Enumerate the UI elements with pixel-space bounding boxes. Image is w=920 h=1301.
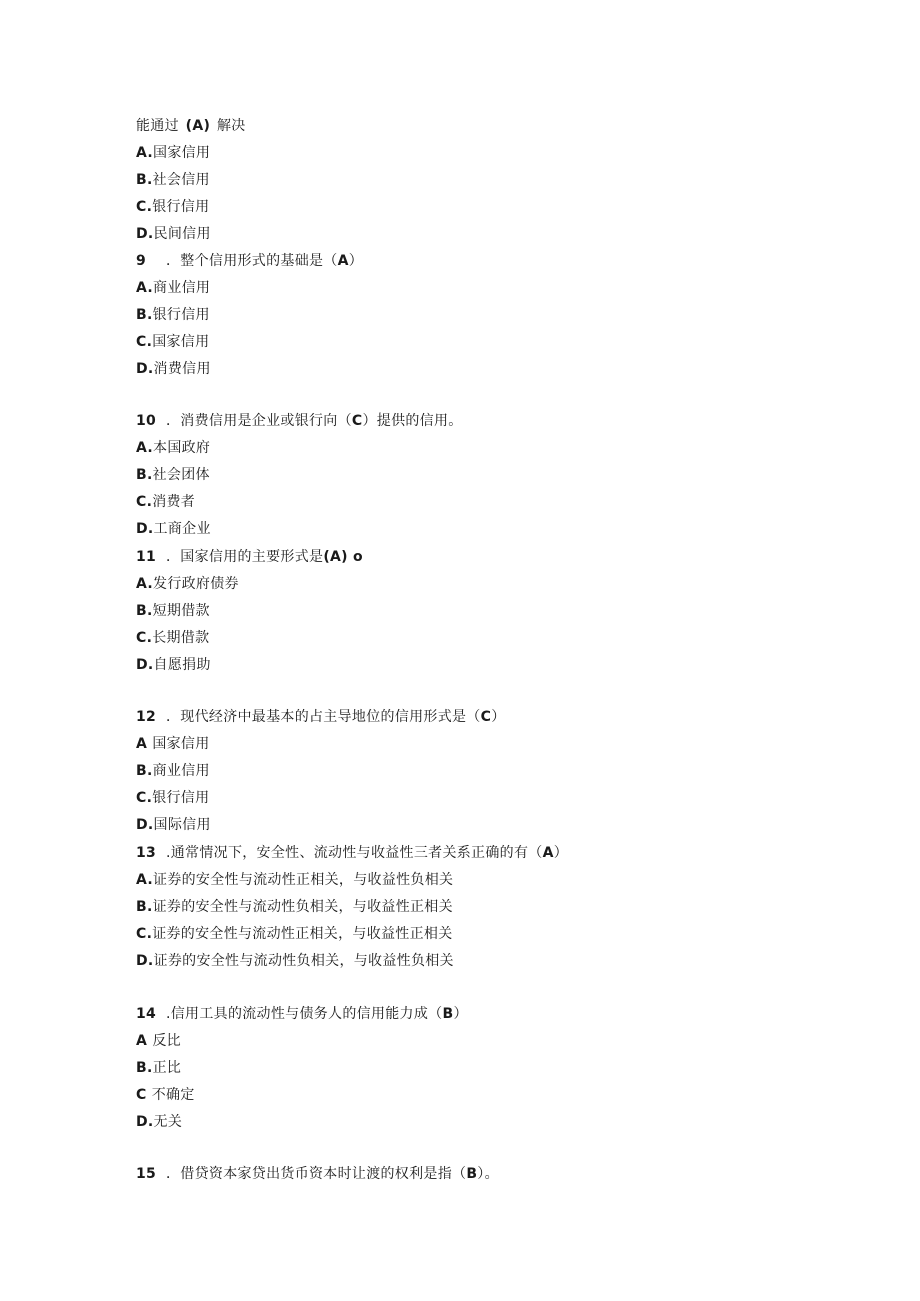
option-text: 自愿捐助 [153,657,211,673]
question-tail: ） [491,709,506,725]
option-text: 长期借款 [152,630,210,646]
option-letter: B. [136,172,153,188]
question-stem: .信用工具的流动性与债务人的信用能力成（ [166,1006,443,1022]
question-line [136,1004,468,1024]
question-line [136,707,506,727]
option-line [136,628,209,648]
option-text: 国家信用 [152,334,210,350]
option-line [136,897,453,917]
option-letter: B. [136,763,153,779]
option-text: 反比 [152,1033,181,1049]
option-text: 国际信用 [153,817,211,833]
option-text: 发行政府债券 [153,576,239,592]
question-number: 14 [136,1006,157,1022]
option-letter: A. [136,280,154,296]
option-text: 国家信用 [153,145,211,161]
option-letter: D. [136,361,154,377]
option-line [136,574,239,594]
answer-mark: B [442,1006,454,1022]
question-number: 11 [136,549,157,565]
option-line [136,438,210,458]
option-text: 银行信用 [152,199,210,215]
answer-mark: A [542,845,554,861]
question-line [136,1164,499,1184]
option-text: 社会团体 [152,467,210,483]
option-line [136,1031,181,1051]
question-tail: ）。 [477,1166,499,1182]
question-stem: ．借贷资本家贷出货币资本时让渡的权利是指（ [166,1166,467,1182]
option-line [136,465,210,485]
option-letter: D. [136,817,154,833]
answer-mark: B [466,1166,478,1182]
option-letter: C. [136,334,153,350]
option-text: 证券的安全性与流动性正相关，与收益性负相关 [153,872,454,888]
question-number: 12 [136,709,157,725]
option-line [136,788,209,808]
option-letter: A. [136,872,154,888]
question-number: 10 [136,413,157,429]
option-text: 国家信用 [152,736,210,752]
option-text: 商业信用 [152,763,210,779]
option-letter: D. [136,521,154,537]
question-number: 15 [136,1166,157,1182]
intro-question [136,116,246,136]
option-text: 短期借款 [152,603,210,619]
option-text: 证券的安全性与流动性正相关，与收益性正相关 [152,926,453,942]
option-text: 工商企业 [153,521,211,537]
option-line [136,1112,182,1132]
option-line [136,655,211,675]
option-letter: C. [136,630,153,646]
answer-mark: C [351,413,363,429]
answer-mark: C [480,709,492,725]
question-tail: ） [348,253,364,269]
option-letter: B. [136,899,153,915]
question-stem: .通常情况下，安全性、流动性与收益性三者关系正确的有（ [166,845,543,861]
option-letter: A [136,736,153,752]
question-stem: 能通过 [136,118,179,134]
option-line [136,1085,195,1105]
option-text: 银行信用 [152,790,210,806]
option-text: 银行信用 [152,307,210,323]
question-tail: ） [553,845,569,861]
option-line [136,359,211,379]
option-line [136,924,453,944]
option-line [136,951,454,971]
question-stem: ．国家信用的主要形式是 [166,549,324,565]
option-letter: D. [136,953,154,969]
option-line [136,761,210,781]
option-letter: D. [136,1114,154,1130]
option-letter: B. [136,1060,153,1076]
option-letter: A. [136,440,154,456]
option-line [136,224,211,244]
option-text: 社会信用 [152,172,210,188]
question-tail: ） [453,1006,468,1022]
option-line [136,278,210,298]
option-letter: A. [136,145,154,161]
option-line [136,1058,181,1078]
question-line [136,411,463,431]
question-line [136,843,568,863]
question-stem: ．现代经济中最基本的占主导地位的信用形式是（ [166,709,481,725]
option-line [136,815,211,835]
option-text: 消费信用 [153,361,211,377]
option-line [136,305,210,325]
option-letter: B. [136,467,153,483]
option-letter: C [136,1087,152,1103]
option-letter: D. [136,657,154,673]
option-line [136,601,210,621]
question-line [136,251,363,271]
question-line [136,547,363,567]
option-line [136,870,453,890]
option-letter: C. [136,199,153,215]
option-line [136,197,209,217]
option-letter: A [136,1033,153,1049]
answer-mark: A [337,253,349,269]
option-text: 证券的安全性与流动性负相关，与收益性正相关 [152,899,453,915]
question-number: 9 [136,253,147,269]
option-letter: C. [136,494,153,510]
option-text: 消费者 [152,494,196,510]
option-text: 证券的安全性与流动性负相关，与收益性负相关 [153,953,454,969]
option-text: 无关 [153,1114,183,1130]
option-letter: B. [136,603,153,619]
option-letter: B. [136,307,153,323]
option-text: 正比 [152,1060,182,1076]
option-line [136,143,210,163]
question-number: 13 [136,845,157,861]
option-line [136,492,195,512]
option-letter: C. [136,926,153,942]
question-stem: ．消费信用是企业或银行向（ [166,413,352,429]
option-letter: D. [136,226,154,242]
option-text: 不确定 [151,1087,195,1103]
option-text: 本国政府 [153,440,211,456]
option-text: 商业信用 [153,280,211,296]
answer-mark: (A) [185,118,211,134]
question-tail: ）提供的信用。 [362,413,463,429]
option-line [136,519,211,539]
question-stem: ．整个信用形式的基础是（ [166,253,338,269]
option-line [136,170,210,190]
question-tail: 解决 [216,118,246,134]
answer-mark: (A) o [323,549,363,565]
option-letter: C. [136,790,153,806]
option-letter: A. [136,576,154,592]
option-text: 民间信用 [153,226,211,242]
option-line [136,734,210,754]
option-line [136,332,209,352]
